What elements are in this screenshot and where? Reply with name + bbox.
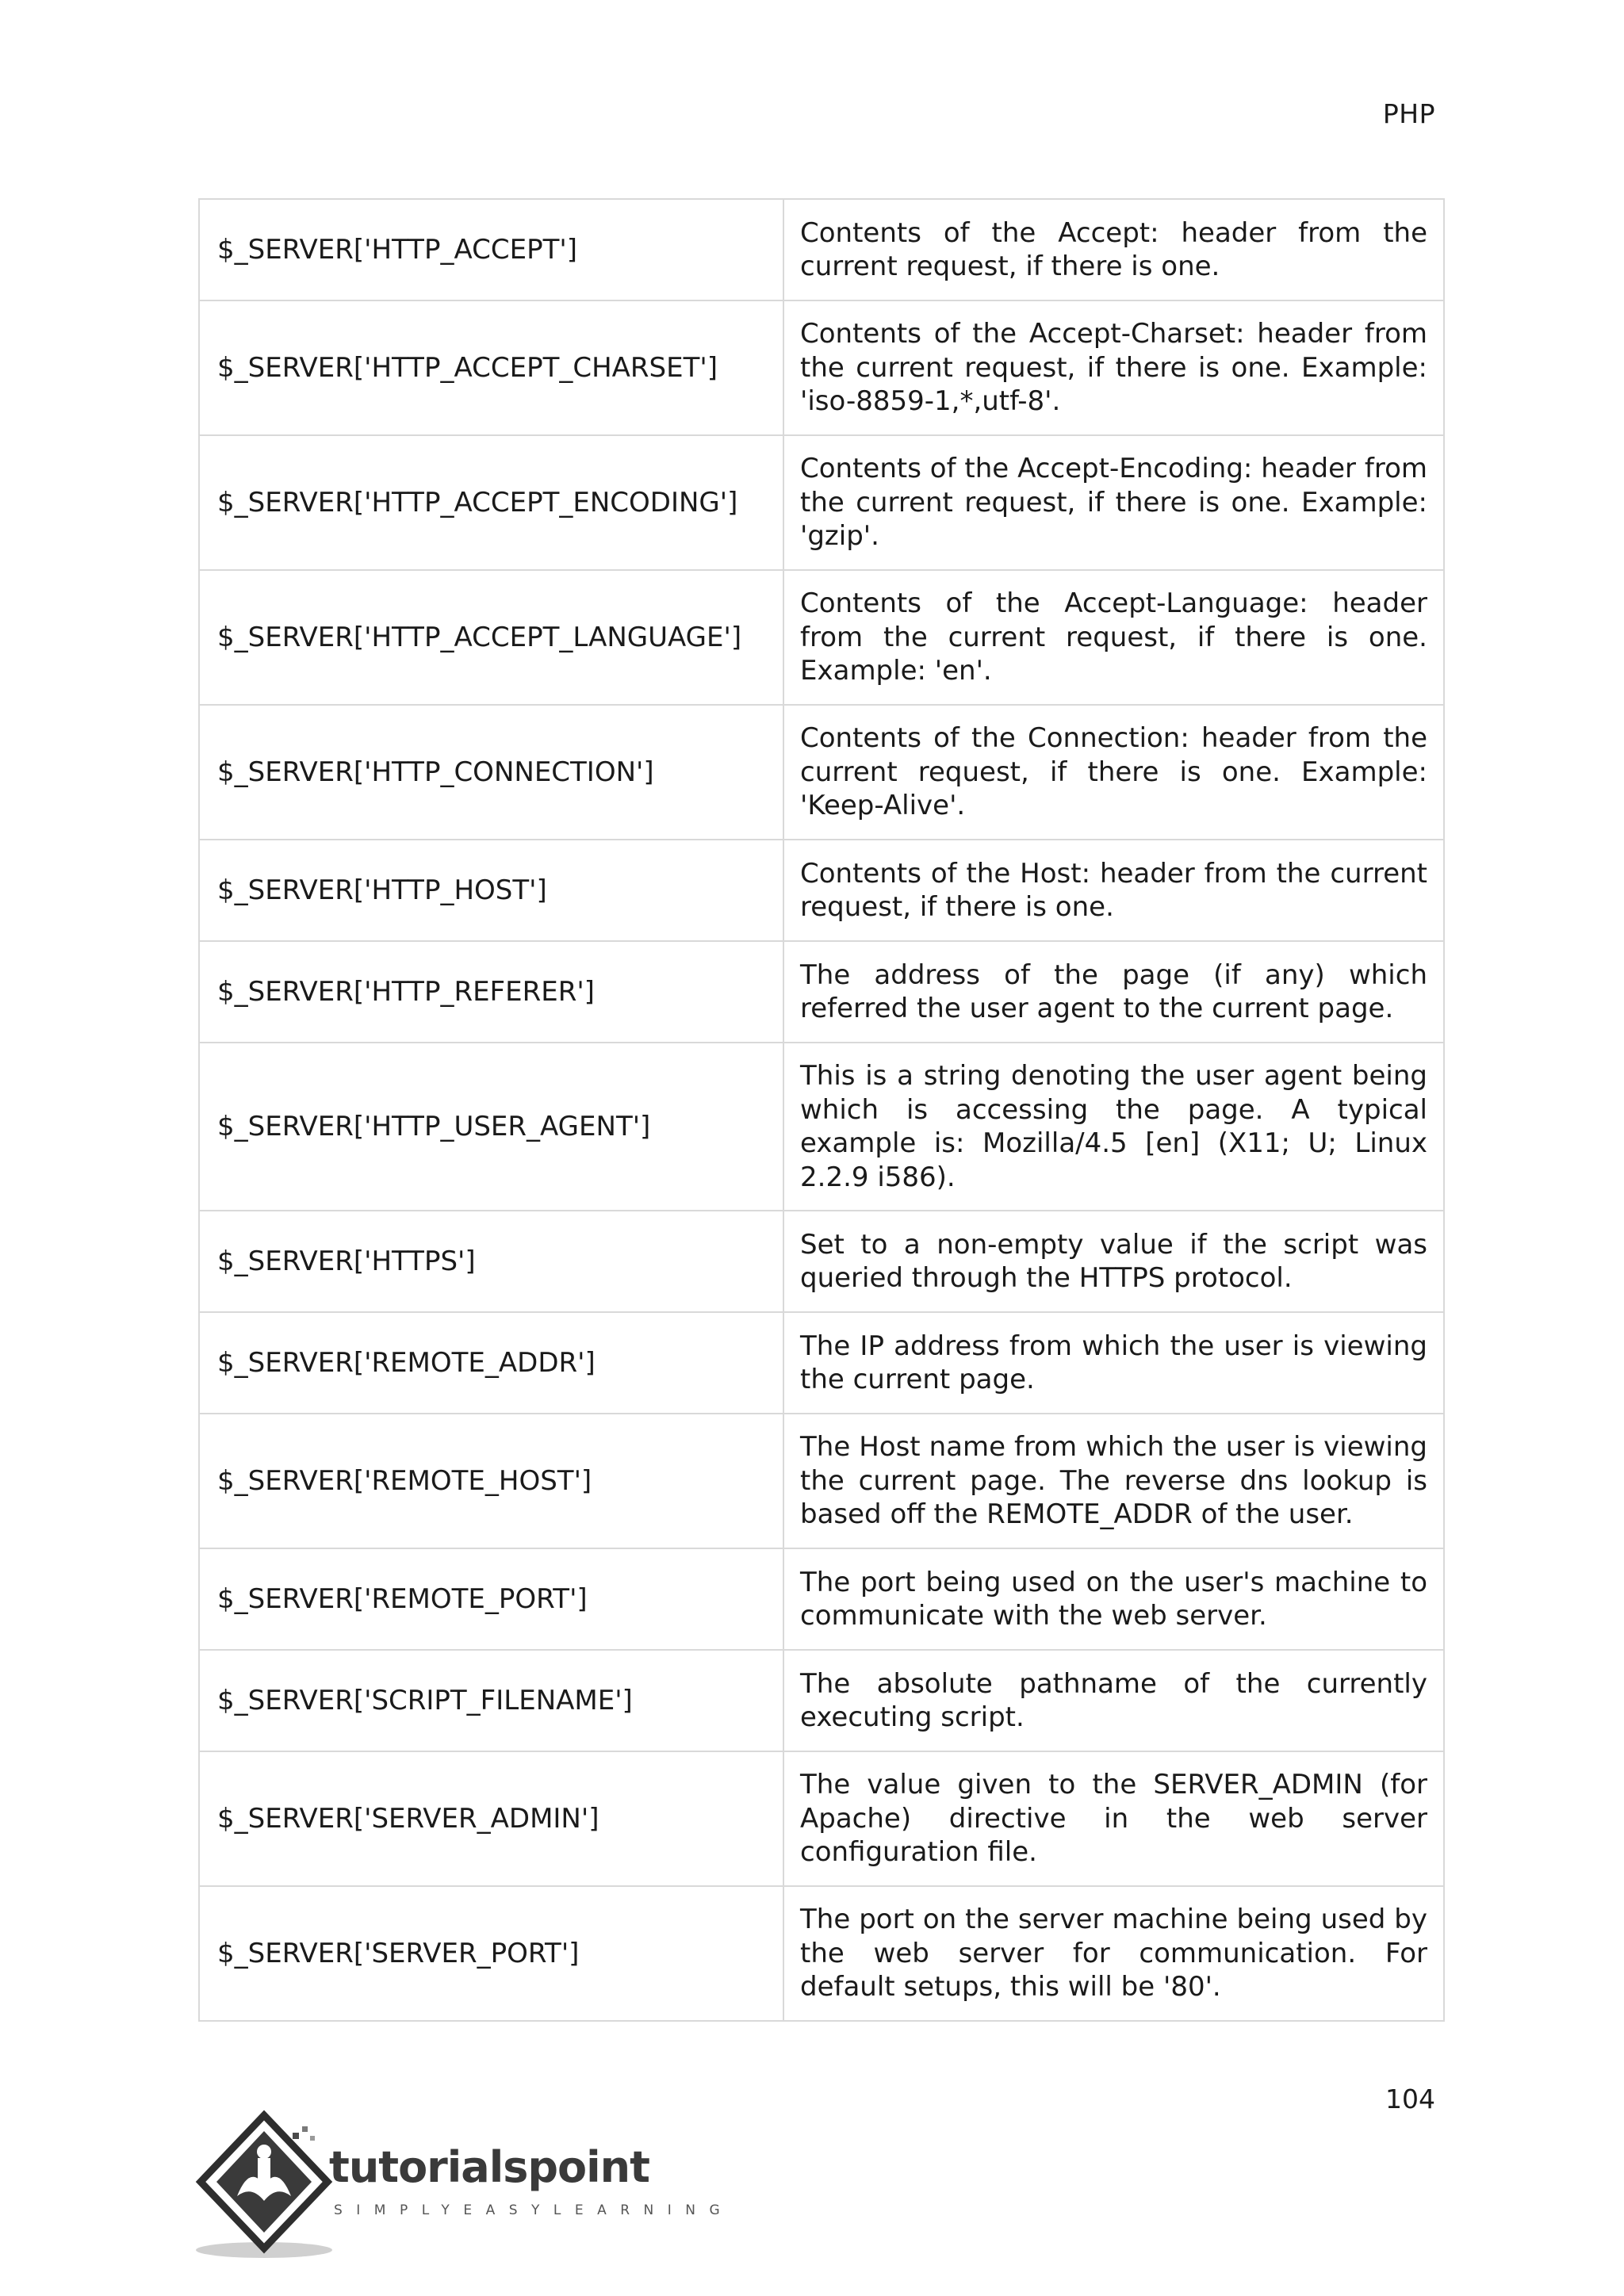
variable-description: The absolute pathname of the currently executing script. <box>783 1650 1444 1751</box>
variable-name: $_SERVER['HTTP_ACCEPT_LANGUAGE'] <box>199 570 783 705</box>
variable-name: $_SERVER['HTTP_CONNECTION'] <box>199 705 783 840</box>
table-row <box>199 1751 1444 1886</box>
table-row <box>199 1414 1444 1548</box>
variable-name: $_SERVER['HTTP_REFERER'] <box>199 941 783 1043</box>
variable-description: The port being used on the user's machine to communicate with the web server. <box>783 1548 1444 1650</box>
variable-description: Contents of the Accept-Language: header from the current request, if there is one. Example: 'en'. <box>783 570 1444 705</box>
table-row <box>199 1886 1444 2021</box>
variable-name: $_SERVER['HTTP_ACCEPT_CHARSET'] <box>199 300 783 435</box>
variable-name: $_SERVER['SERVER_PORT'] <box>199 1886 783 2021</box>
table-row <box>199 1211 1444 1312</box>
variable-name: $_SERVER['HTTP_ACCEPT_ENCODING'] <box>199 435 783 570</box>
variable-name: $_SERVER['SCRIPT_FILENAME'] <box>199 1650 783 1751</box>
variable-description: Contents of the Connection: header from the current request, if there is one. Example: 'Keep-Alive'. <box>783 705 1444 840</box>
variable-description: Contents of the Accept: header from the current request, if there is one. <box>783 199 1444 300</box>
variable-name: $_SERVER['HTTP_USER_AGENT'] <box>199 1043 783 1211</box>
variable-name: $_SERVER['HTTPS'] <box>199 1211 783 1312</box>
table-row <box>199 1548 1444 1650</box>
logo-tagline: SIMPLYEASYLEARNING <box>334 2202 734 2218</box>
table-row <box>199 199 1444 300</box>
variable-description: Set to a non-empty value if the script was queried through the HTTPS protocol. <box>783 1211 1444 1312</box>
logo-wordmark: tutorialspoint <box>329 2142 649 2192</box>
table-row <box>199 941 1444 1043</box>
tutorialspoint-logo <box>194 2109 734 2267</box>
table-row <box>199 1650 1444 1751</box>
variable-description: The IP address from which the user is viewing the current page. <box>783 1312 1444 1414</box>
variable-description: This is a string denoting the user agent being which is accessing the page. A typical example is: Mozilla/4.5 [en] (X11; U; Linux 2.2.9 i586). <box>783 1043 1444 1211</box>
variable-description: The value given to the SERVER_ADMIN (for Apache) directive in the web server configuration file. <box>783 1751 1444 1886</box>
server-variables-table <box>198 198 1445 2022</box>
variable-description: The Host name from which the user is viewing the current page. The reverse dns lookup is based off the REMOTE_ADDR of the user. <box>783 1414 1444 1548</box>
variable-name: $_SERVER['HTTP_ACCEPT'] <box>199 199 783 300</box>
page-number: 104 <box>1385 2084 1435 2114</box>
variable-name: $_SERVER['HTTP_HOST'] <box>199 840 783 941</box>
variable-description: Contents of the Accept-Charset: header from the current request, if there is one. Example: 'iso-8859-1,*,utf-8'. <box>783 300 1444 435</box>
variable-name: $_SERVER['SERVER_ADMIN'] <box>199 1751 783 1886</box>
table-row <box>199 570 1444 705</box>
variable-name: $_SERVER['REMOTE_ADDR'] <box>199 1312 783 1414</box>
variable-description: Contents of the Host: header from the current request, if there is one. <box>783 840 1444 941</box>
variable-name: $_SERVER['REMOTE_HOST'] <box>199 1414 783 1548</box>
table-row <box>199 300 1444 435</box>
running-header: PHP <box>1382 98 1435 129</box>
variable-description: The address of the page (if any) which referred the user agent to the current page. <box>783 941 1444 1043</box>
table-row <box>199 435 1444 570</box>
table-row <box>199 840 1444 941</box>
table-row <box>199 1043 1444 1211</box>
table-row <box>199 1312 1444 1414</box>
variable-description: The port on the server machine being used by the web server for communication. For default setups, this will be '80'. <box>783 1886 1444 2021</box>
table-row <box>199 705 1444 840</box>
variable-name: $_SERVER['REMOTE_PORT'] <box>199 1548 783 1650</box>
variable-description: Contents of the Accept-Encoding: header from the current request, if there is one. Example: 'gzip'. <box>783 435 1444 570</box>
